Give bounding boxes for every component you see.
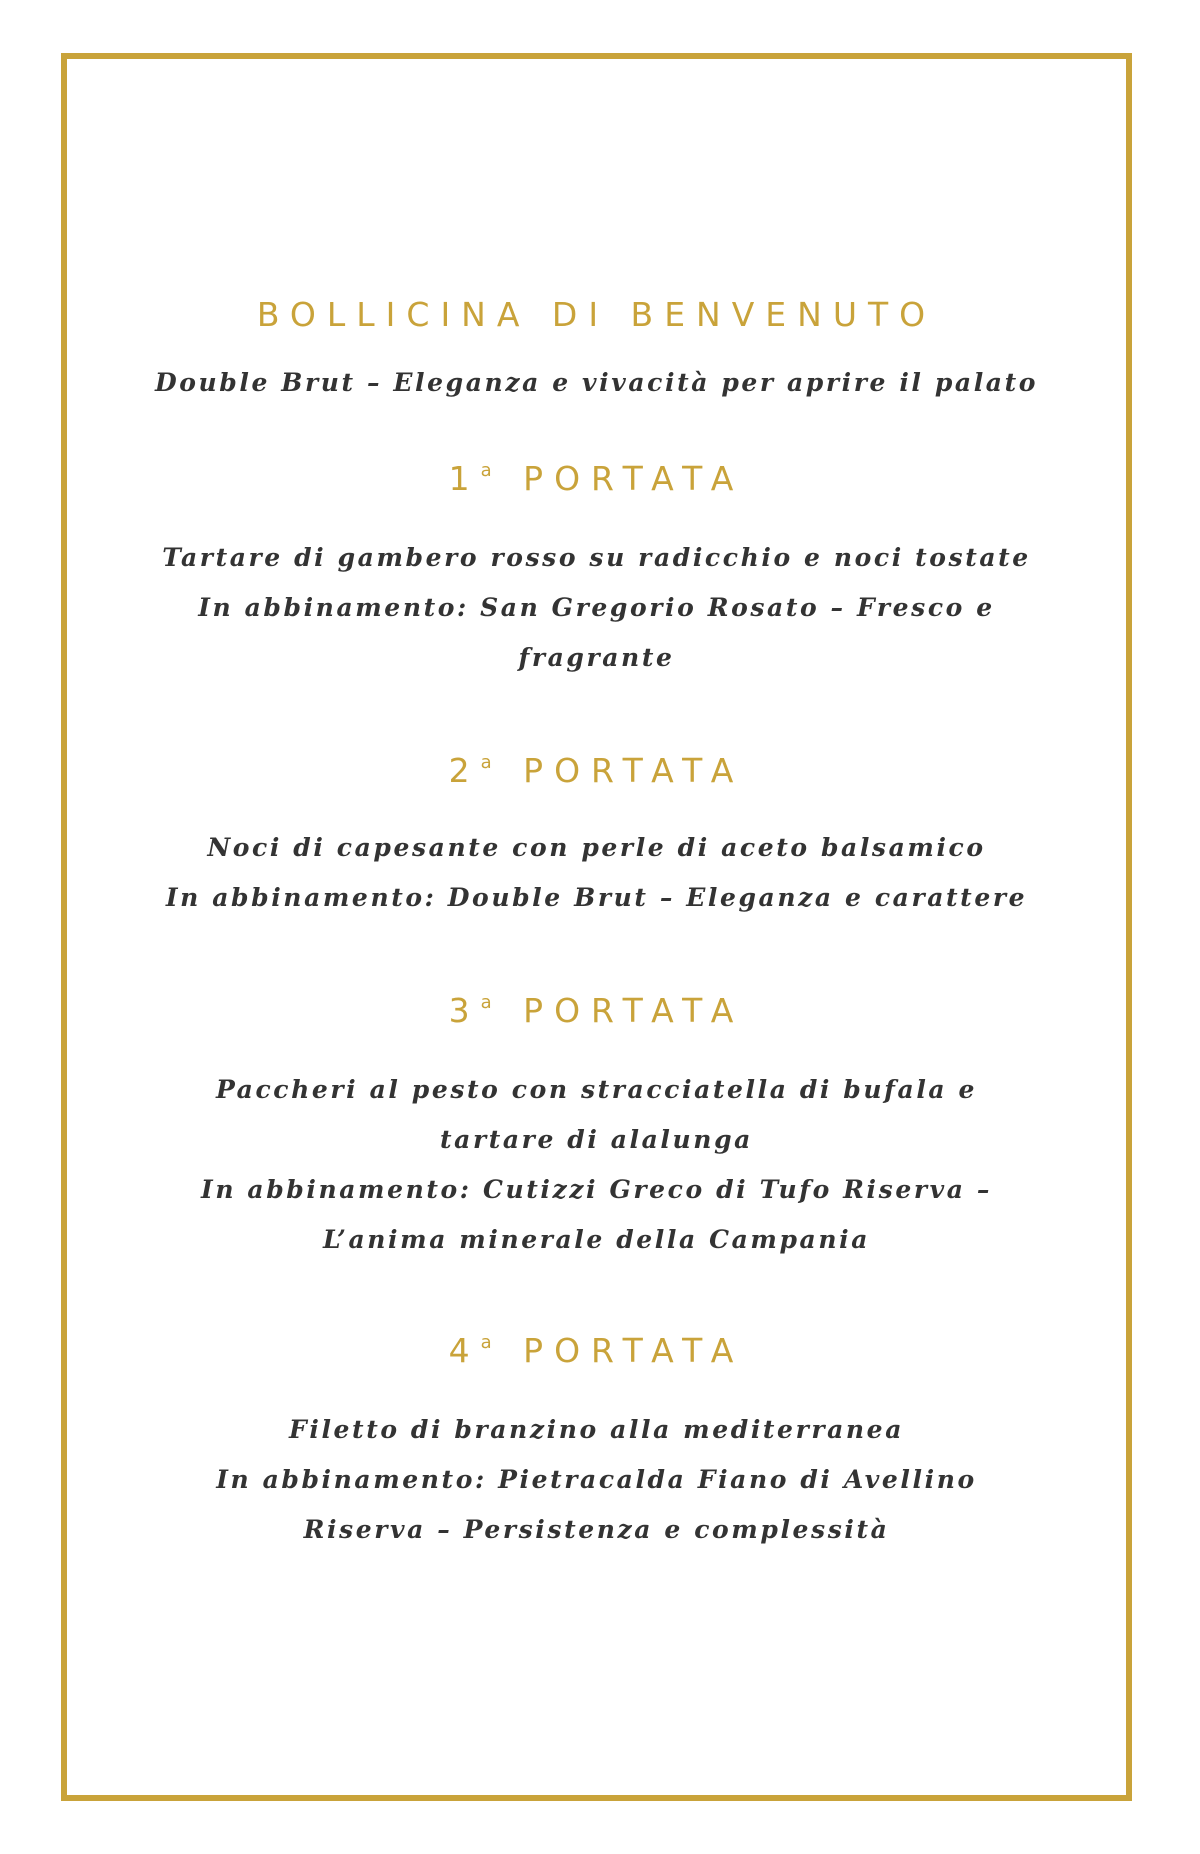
course-number: 1: [448, 459, 481, 498]
ordinal-suffix: a: [480, 752, 502, 773]
course-2-dish-line: Noci di capesante con perle di aceto balsamico: [207, 833, 986, 862]
course-label: PORTATA: [523, 1331, 745, 1370]
course-4-pairing-line-cont: Riserva – Persistenza e complessità: [303, 1515, 890, 1544]
course-number: 4: [448, 1331, 481, 1370]
course-label: PORTATA: [523, 751, 745, 790]
course-label: PORTATA: [523, 459, 745, 498]
course-3-dish-line-cont: tartare di alalunga: [440, 1125, 753, 1154]
course-2-heading: [61, 743, 1132, 791]
course-3-dish-line: Paccheri al pesto con stracciatella di bufala e: [215, 1075, 978, 1104]
course-1-heading: [61, 451, 1132, 499]
welcome-wine-line: Double Brut – Eleganza e vivacità per aprire il palato: [154, 368, 1039, 397]
ordinal-suffix: a: [480, 1332, 502, 1353]
course-number: 2: [448, 751, 481, 790]
course-2-pairing-line: In abbinamento: Double Brut – Eleganza e carattere: [165, 883, 1028, 912]
course-3-pairing-line-cont: L’anima minerale della Campania: [322, 1225, 870, 1254]
course-3-heading: [61, 983, 1132, 1031]
course-1-pairing-line: In abbinamento: San Gregorio Rosato – Fresco e: [198, 593, 995, 622]
course-1-pairing-line-cont: fragrante: [518, 643, 675, 672]
course-4-dish-line: Filetto di branzino alla mediterranea: [289, 1415, 904, 1444]
course-3-pairing-line: In abbinamento: Cutizzi Greco di Tufo Riserva –: [201, 1175, 992, 1204]
course-1-dish-line: Tartare di gambero rosso su radicchio e noci tostate: [162, 543, 1031, 572]
course-number: 3: [448, 991, 481, 1030]
course-4-heading: [61, 1323, 1132, 1371]
welcome-heading: BOLLICINA DI BENVENUTO: [256, 295, 937, 334]
ordinal-suffix: a: [480, 992, 502, 1013]
course-4-pairing-line: In abbinamento: Pietracalda Fiano di Avellino: [216, 1465, 977, 1494]
ordinal-suffix: a: [480, 460, 502, 481]
course-label: PORTATA: [523, 991, 745, 1030]
